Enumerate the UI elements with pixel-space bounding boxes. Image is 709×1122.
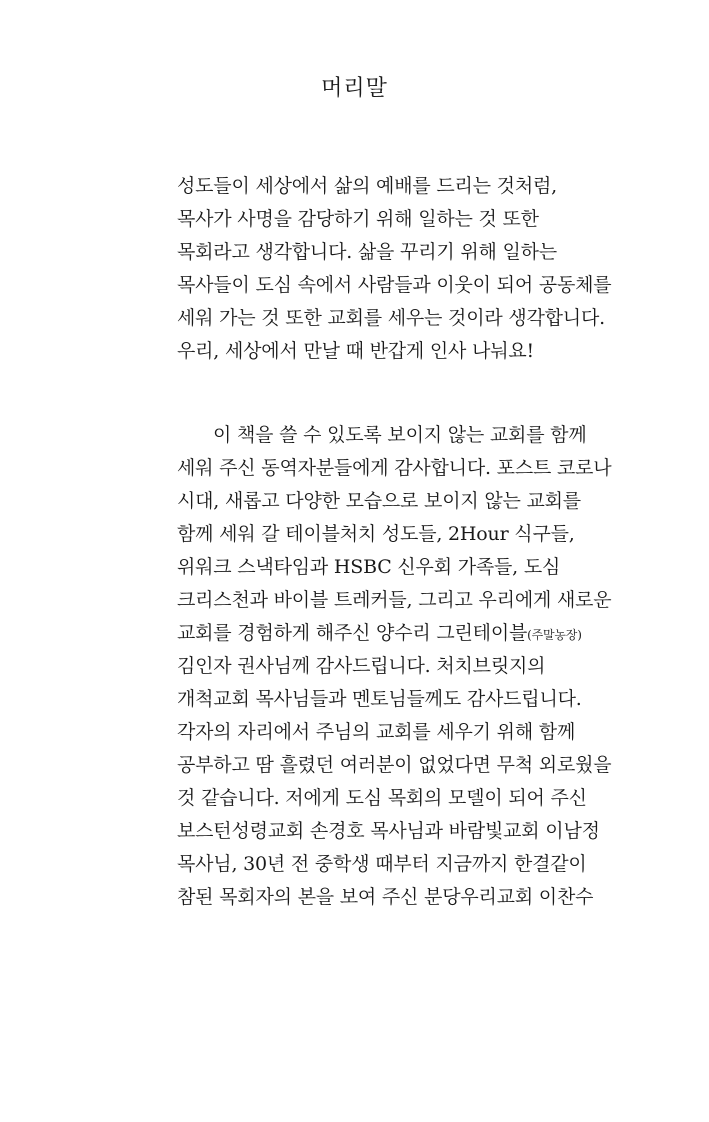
text-line-main: 교회를 경험하게 해주신 양수리 그린테이블	[177, 622, 528, 644]
text-line: 성도들이 세상에서 삶의 예배를 드리는 것처럼,	[177, 175, 557, 197]
text-line: 우리, 세상에서 만날 때 반갑게 인사 나눠요!	[177, 340, 534, 362]
text-line: 개척교회 목사님들과 멘토님들께도 감사드립니다.	[177, 688, 582, 710]
text-line: 각자의 자리에서 주님의 교회를 세우기 위해 함께	[177, 721, 576, 743]
text-line: 함께 세워 갈 테이블처치 성도들, 2Hour 식구들,	[177, 523, 575, 545]
text-line: 위워크 스낵타임과 HSBC 신우회 가족들, 도심	[177, 556, 561, 578]
text-line: 세워 주신 동역자분들에게 감사합니다. 포스트 코로나	[177, 457, 612, 479]
text-line: 목회라고 생각합니다. 삶을 꾸리기 위해 일하는	[177, 241, 557, 263]
text-line: 참된 목회자의 본을 보여 주신 분당우리교회 이찬수	[177, 886, 594, 908]
preface-body	[177, 170, 677, 914]
text-line: 크리스천과 바이블 트레커들, 그리고 우리에게 새로운	[177, 589, 612, 611]
inline-note: (주말농장)	[527, 628, 582, 642]
text-line-with-note	[177, 617, 677, 650]
text-line: 목사가 사명을 감당하기 위해 일하는 것 또한	[177, 208, 539, 230]
text-line: 목사님, 30년 전 중학생 때부터 지금까지 한결같이	[177, 853, 587, 875]
text-line: 김인자 권사님께 감사드립니다. 처치브릿지의	[177, 655, 546, 677]
text-line: 목사들이 도심 속에서 사람들과 이웃이 되어 공동체를	[177, 274, 612, 296]
page-title: 머리말	[321, 75, 388, 101]
paragraph-1	[177, 170, 677, 368]
text-line: 보스턴성령교회 손경호 목사님과 바람빛교회 이남정	[177, 820, 600, 842]
paragraph-2	[177, 419, 677, 914]
text-line: 세워 가는 것 또한 교회를 세우는 것이라 생각합니다.	[177, 307, 605, 329]
text-line: 것 같습니다. 저에게 도심 목회의 모델이 되어 주신	[177, 787, 587, 809]
text-line: 시대, 새롭고 다양한 모습으로 보이지 않는 교회를	[177, 490, 581, 512]
text-line: 이 책을 쓸 수 있도록 보이지 않는 교회를 함께	[213, 424, 587, 446]
text-line: 공부하고 땀 흘렸던 여러분이 없었다면 무척 외로웠을	[177, 754, 612, 776]
